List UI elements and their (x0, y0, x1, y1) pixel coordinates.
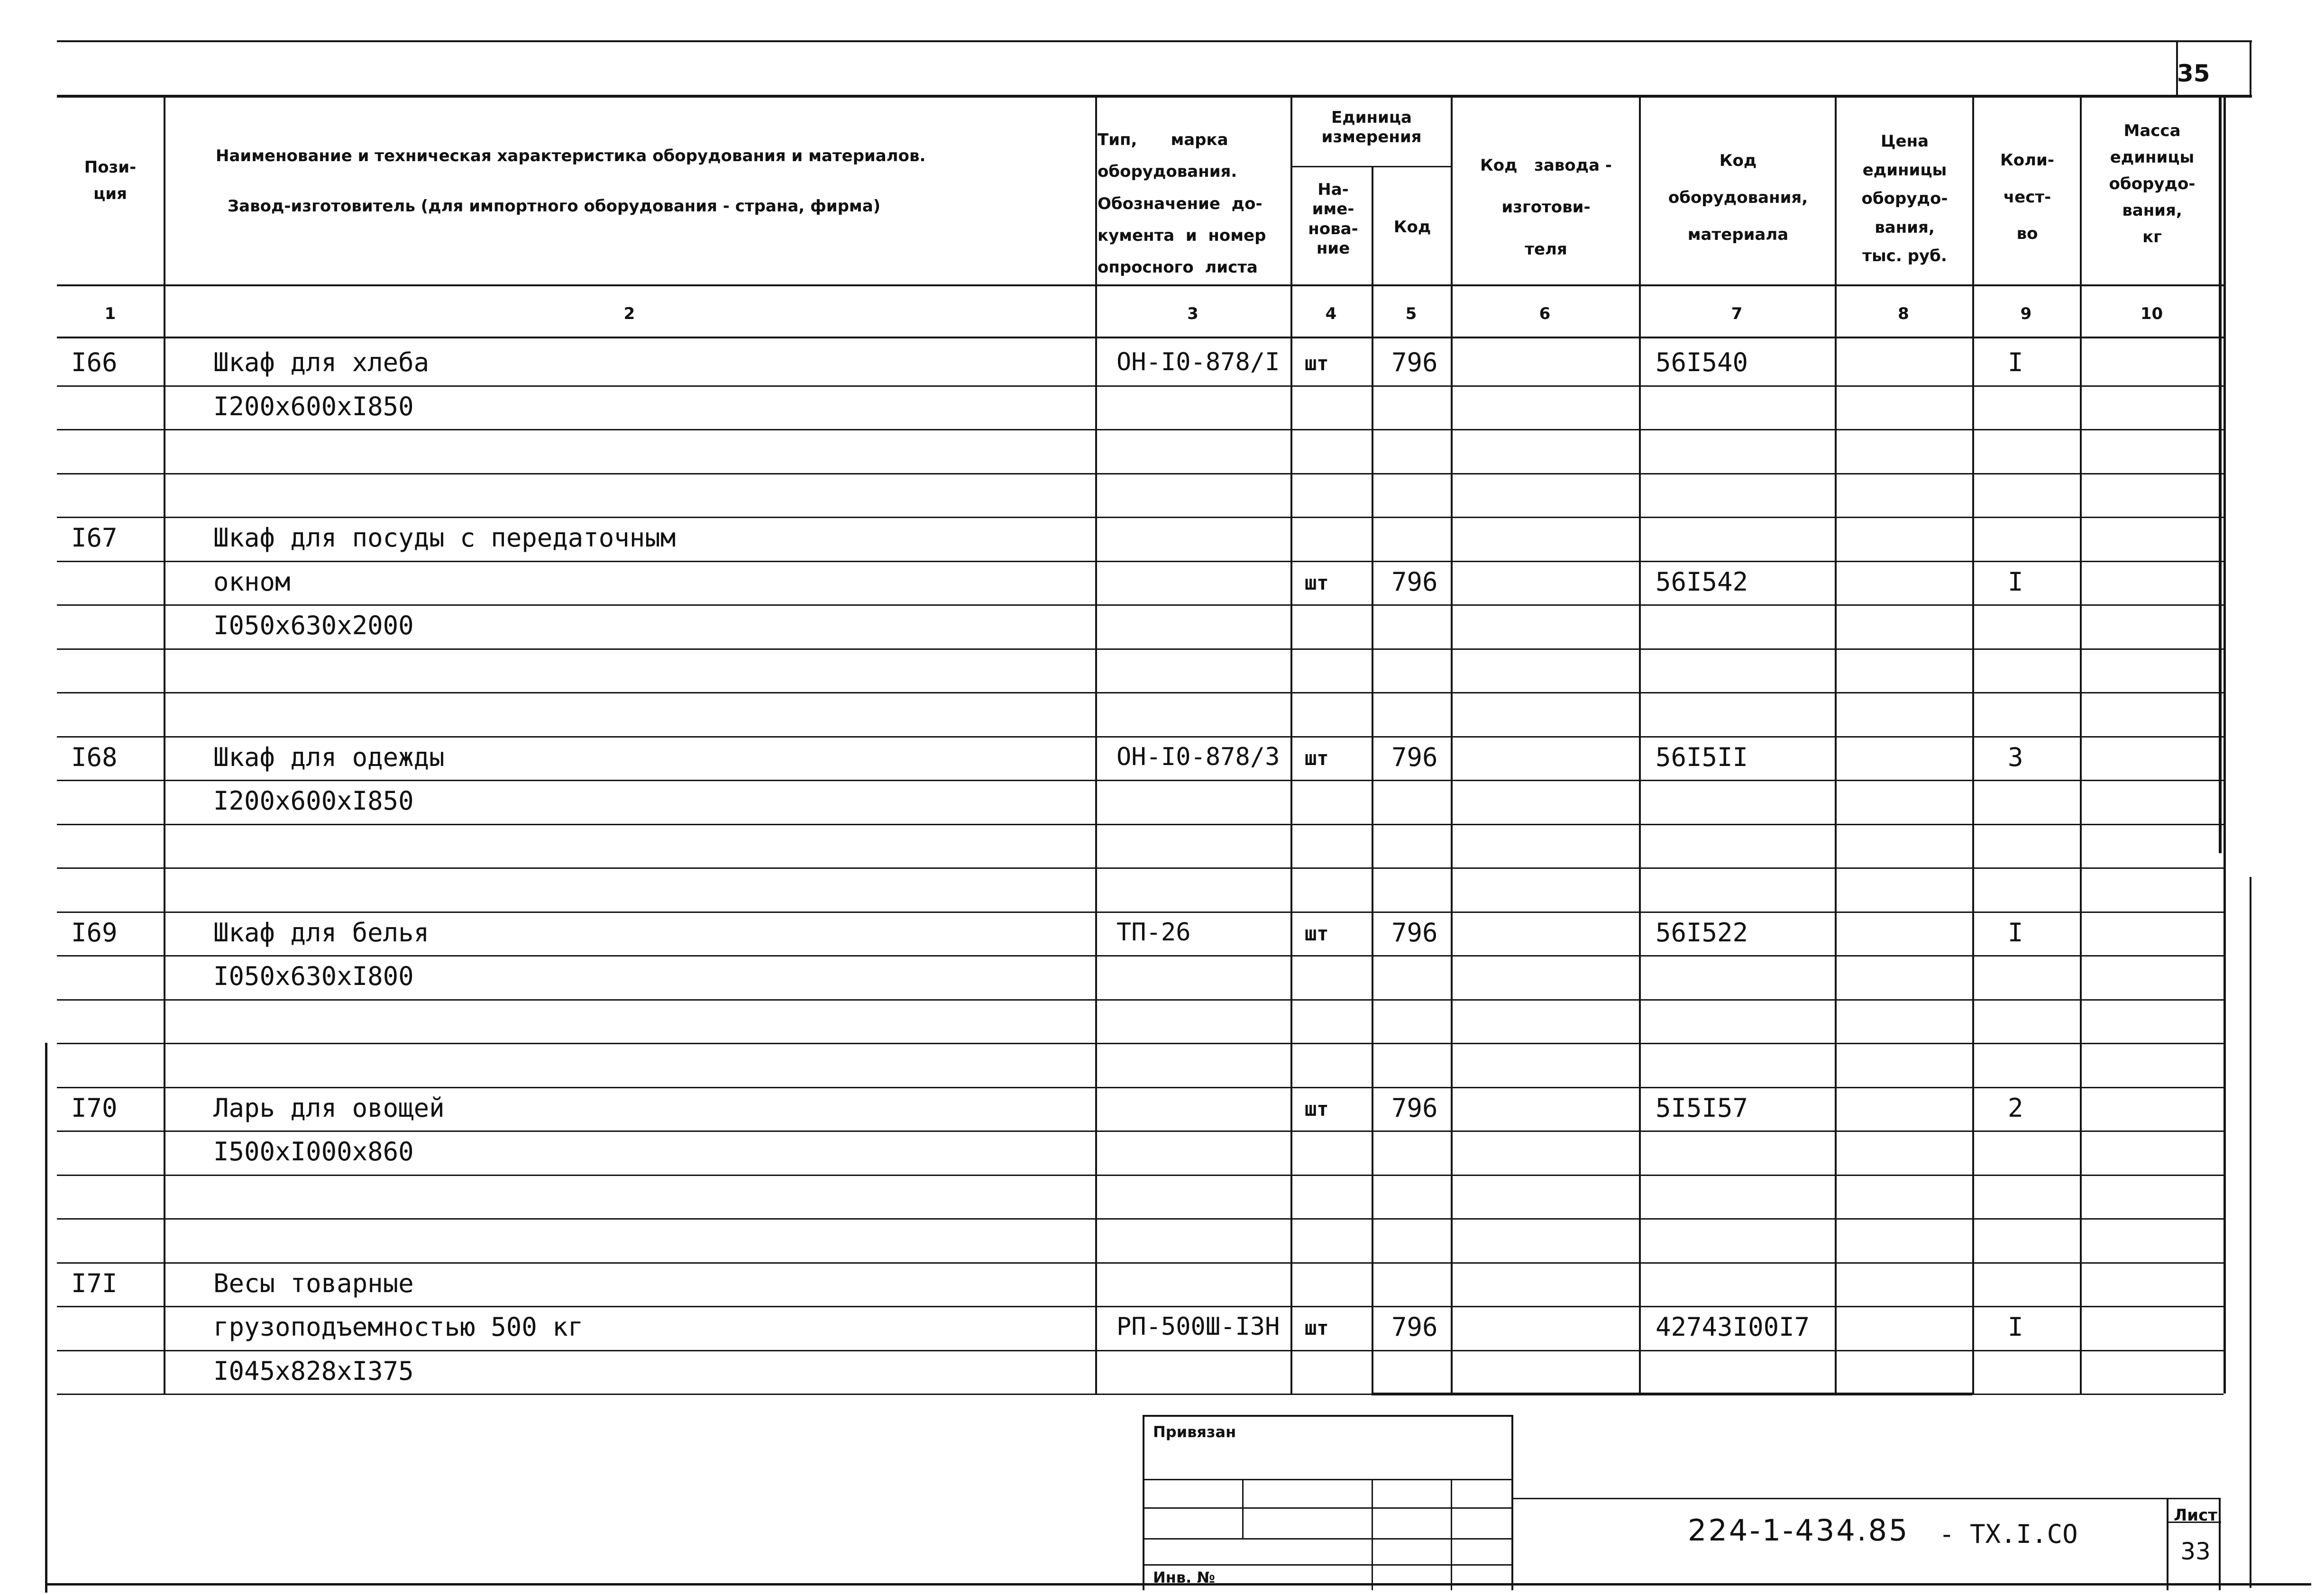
grid-line (57, 473, 2223, 474)
row-position: I70 (71, 1093, 118, 1123)
row-unit-code: 796 (1391, 742, 1438, 772)
grid-line (2250, 877, 2251, 1588)
grid-line (57, 648, 2223, 650)
grid-line (1143, 1479, 1512, 1480)
row-unit-code: 796 (1391, 918, 1438, 948)
row-equipment-code: 56I542 (1656, 567, 1748, 597)
row-quantity: 2 (2008, 1093, 2023, 1123)
row-unit-code: 796 (1391, 1093, 1438, 1123)
grid-line (57, 1175, 2223, 1176)
grid-line (57, 95, 2252, 98)
grid-line (2219, 1498, 2221, 1590)
grid-line (57, 40, 2252, 42)
document-code-handwritten: 224-1-434.85 (1688, 1513, 1910, 1548)
row-position: I69 (71, 918, 118, 948)
column-number: 9 (2020, 304, 2032, 323)
grid-line (57, 1350, 2223, 1351)
row-unit-name: шт (1305, 352, 1329, 375)
row-quantity: I (2008, 918, 2023, 948)
header-unit-code: Код (1393, 218, 1431, 237)
grid-line (2167, 1498, 2168, 1590)
grid-line (57, 824, 2223, 825)
row-position: I7I (71, 1268, 118, 1298)
column-number: 5 (1405, 304, 1417, 323)
row-quantity: I (2008, 1312, 2023, 1342)
header-type: Тип, марка оборудования. Обозначение до- кумента и номер опросного листа (1098, 130, 1266, 277)
row-name: I200x600xI850 (213, 392, 414, 421)
grid-line (57, 999, 2223, 1001)
grid-line (1835, 95, 1837, 1394)
row-type-designation: ТП-26 (1116, 918, 1191, 947)
grid-line (2250, 40, 2251, 97)
row-unit-name: шт (1305, 747, 1329, 770)
header-price: Цена единицы оборудо- вания, тыс. руб. (1861, 132, 1948, 266)
grid-line (57, 1087, 2223, 1088)
column-number: 1 (104, 304, 116, 323)
grid-line (57, 385, 2223, 387)
sheet-number: 33 (2180, 1538, 2211, 1565)
grid-line (57, 284, 2223, 286)
grid-line (57, 604, 2223, 606)
row-unit-name: шт (1305, 1316, 1329, 1340)
grid-line (1290, 95, 1292, 1394)
row-name: I500xI000x860 (213, 1137, 414, 1167)
row-type-designation: ОН-I0-878/3 (1116, 743, 1280, 771)
row-quantity: I (2008, 567, 2023, 597)
row-unit-name: шт (1305, 1097, 1329, 1121)
header-name-line2: Завод-изготовитель (для импортного оборудования - страна, фирма) (228, 197, 881, 216)
row-equipment-code: 5I5I57 (1656, 1093, 1748, 1123)
grid-line (1639, 95, 1641, 1394)
column-number: 7 (1731, 304, 1743, 323)
grid-line (57, 429, 2223, 430)
header-mass: Масса единицы оборудо- вания, кг (2109, 121, 2196, 247)
grid-line (57, 911, 2223, 913)
grid-line (57, 1306, 2223, 1307)
row-equipment-code: 56I522 (1656, 918, 1748, 948)
row-position: I67 (71, 523, 118, 553)
bound-label: Привязан (1153, 1423, 1236, 1441)
row-type-designation: ОН-I0-878/I (1116, 348, 1280, 376)
row-quantity: 3 (2008, 742, 2023, 772)
row-name: Шкаф для хлеба (213, 347, 430, 377)
header-name-line1: Наименование и техническая характеристика оборудования и материалов. (216, 146, 926, 165)
row-name: I050x630xI800 (213, 961, 414, 991)
row-quantity: I (2008, 347, 2023, 377)
row-equipment-code: 56I5II (1656, 742, 1748, 772)
row-name: I050x630x2000 (213, 611, 414, 640)
grid-line (57, 1262, 2223, 1264)
grid-line (57, 955, 2223, 957)
grid-line (57, 561, 2223, 562)
grid-line (1143, 1507, 1512, 1509)
row-name: грузоподъемностью 500 кг (213, 1312, 584, 1342)
column-number: 2 (623, 304, 635, 323)
row-name: окном (213, 567, 291, 597)
row-name: Шкаф для посуды с передаточным (213, 523, 676, 553)
grid-line (57, 867, 2223, 869)
row-name: Шкаф для одежды (213, 742, 445, 772)
row-unit-code: 796 (1391, 567, 1438, 597)
grid-line (2223, 95, 2226, 1394)
grid-line (57, 1218, 2223, 1220)
column-number: 3 (1187, 304, 1199, 323)
row-position: I68 (71, 742, 118, 772)
row-name: Шкаф для белья (213, 918, 430, 948)
inventory-number-label: Инв. № (1153, 1568, 1215, 1586)
row-equipment-code: 56I540 (1656, 347, 1748, 377)
header-unit-name: На- име- нова- ние (1308, 180, 1358, 258)
grid-line (1972, 95, 1974, 1394)
grid-line (1512, 1498, 2219, 1499)
grid-line (57, 736, 2223, 738)
column-number: 10 (2140, 304, 2163, 323)
column-number: 8 (1898, 304, 1909, 323)
grid-line (2080, 95, 2082, 1394)
grid-line (1095, 95, 1097, 1394)
grid-line (57, 1043, 2223, 1044)
row-type-designation: РП-500Ш-I3Н (1116, 1312, 1280, 1341)
header-factory-code: Код завода - изготови- теля (1480, 156, 1612, 259)
grid-line (1290, 166, 1451, 167)
row-name: I200x600xI850 (213, 786, 414, 816)
row-name: Весы товарные (213, 1268, 414, 1298)
row-unit-code: 796 (1391, 347, 1438, 377)
header-equipment-code: Код оборудования, материала (1668, 151, 1808, 245)
grid-line (57, 692, 2223, 693)
grid-line (1372, 1479, 1373, 1590)
sheet-label: Лист (2174, 1506, 2217, 1525)
grid-line (1143, 1415, 1512, 1417)
row-name: Ларь для овощей (213, 1093, 445, 1123)
header-position: Пози- ция (84, 158, 137, 204)
grid-line (57, 1130, 2223, 1132)
row-unit-name: шт (1305, 571, 1329, 594)
row-unit-code: 796 (1391, 1312, 1438, 1342)
page-number: 35 (2177, 60, 2210, 87)
column-number: 6 (1539, 304, 1551, 323)
grid-line (57, 517, 2223, 518)
column-number: 4 (1325, 304, 1337, 323)
grid-line (164, 95, 165, 1394)
row-position: I66 (71, 347, 118, 377)
grid-line (1451, 1479, 1452, 1590)
header-unit-group: Единица измерения (1321, 108, 1422, 146)
grid-line (1451, 95, 1453, 1394)
row-name: I045x828xI375 (213, 1356, 414, 1386)
grid-line (1242, 1479, 1244, 1538)
grid-line (1372, 1393, 1972, 1395)
grid-line (57, 780, 2223, 781)
row-equipment-code: 42743I00I7 (1656, 1312, 1810, 1342)
header-quantity: Коли- чест- во (2000, 151, 2054, 244)
row-unit-name: шт (1305, 922, 1329, 945)
grid-line (45, 1043, 47, 1593)
document-code-suffix: - ТХ.I.СО (1939, 1519, 2078, 1549)
grid-line (1143, 1538, 1512, 1540)
grid-line (1143, 1564, 1512, 1566)
grid-line (57, 337, 2223, 338)
